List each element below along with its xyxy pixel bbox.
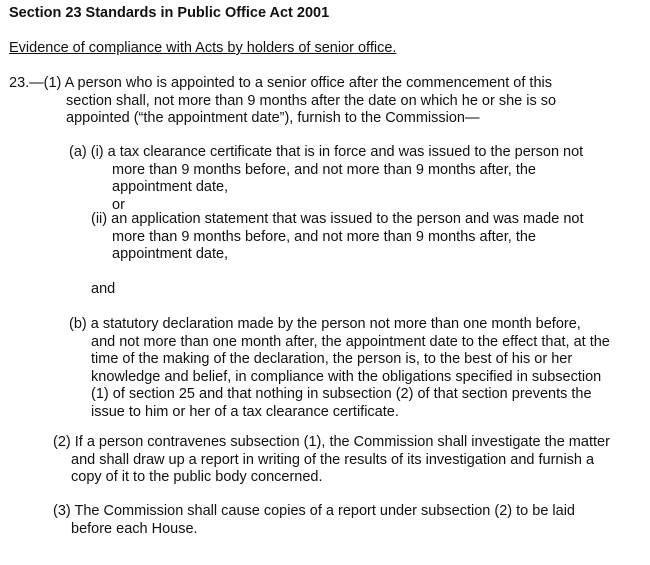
paragraph-a-ii: [91, 211, 583, 264]
paragraph-a-ii-line: appointment date,: [112, 246, 229, 262]
or-connector: or: [112, 196, 125, 213]
paragraph-b: [69, 316, 610, 421]
subsection-3-line: before each House.: [71, 520, 198, 537]
subsection-2: [53, 434, 610, 487]
paragraph-b-line: issue to him or her of a tax clearance certificate.: [91, 403, 399, 420]
paragraph-a-i-line: more than 9 months before, and not more than 9 months after, the: [112, 161, 536, 178]
section-heading: Evidence of compliance with Acts by holders of senior office.: [9, 40, 397, 56]
paragraph-b-line: (b) a statutory declaration made by the person not more than one month before,: [69, 316, 581, 332]
subsection-3-line: (3) The Commission shall cause copies of a report under subsection (2) to be laid: [53, 503, 575, 519]
paragraph-a-i-line: (a) (i) a tax clearance certificate that is in force and was issued to the person not: [69, 144, 584, 160]
paragraph-b-line: knowledge and belief, in compliance with the obligations specified in subsection: [91, 368, 602, 385]
subsection-2-line: and shall draw up a report in writing of the results of its investigation and furnish a: [71, 451, 595, 468]
subsection-1-line: 23.—(1) A person who is appointed to a senior office after the commencement of this: [9, 75, 552, 91]
paragraph-b-line: (1) of section 25 and that nothing in subsection (2) of that section prevents the: [91, 386, 592, 402]
paragraph-a-i: [69, 144, 583, 214]
subsection-2-line: copy of it to the public body concerned.: [71, 469, 323, 485]
subsection-1-line: appointed (“the appointment date”), furnish to the Commission—: [66, 110, 480, 126]
subsection-1-line: section shall, not more than 9 months after the date on which he or she is so: [66, 92, 557, 109]
paragraph-b-line: and not more than one month after, the appointment date to the effect that, at the: [91, 333, 610, 350]
and-connector: and: [91, 281, 116, 297]
paragraph-b-line: time of the making of the declaration, the person is, to the best of his or her: [91, 351, 573, 367]
paragraph-a-ii-line: (ii) an application statement that was issued to the person and was made not: [91, 211, 584, 227]
document-title: Section 23 Standards in Public Office Act 2001: [9, 5, 330, 21]
subsection-3: [53, 503, 575, 538]
paragraph-a-i-line: appointment date,: [112, 179, 229, 195]
paragraph-a-ii-line: more than 9 months before, and not more than 9 months after, the: [112, 228, 536, 245]
subsection-1: [9, 75, 556, 128]
subsection-2-line: (2) If a person contravenes subsection (1), the Commission shall investigate the matter: [53, 434, 610, 450]
